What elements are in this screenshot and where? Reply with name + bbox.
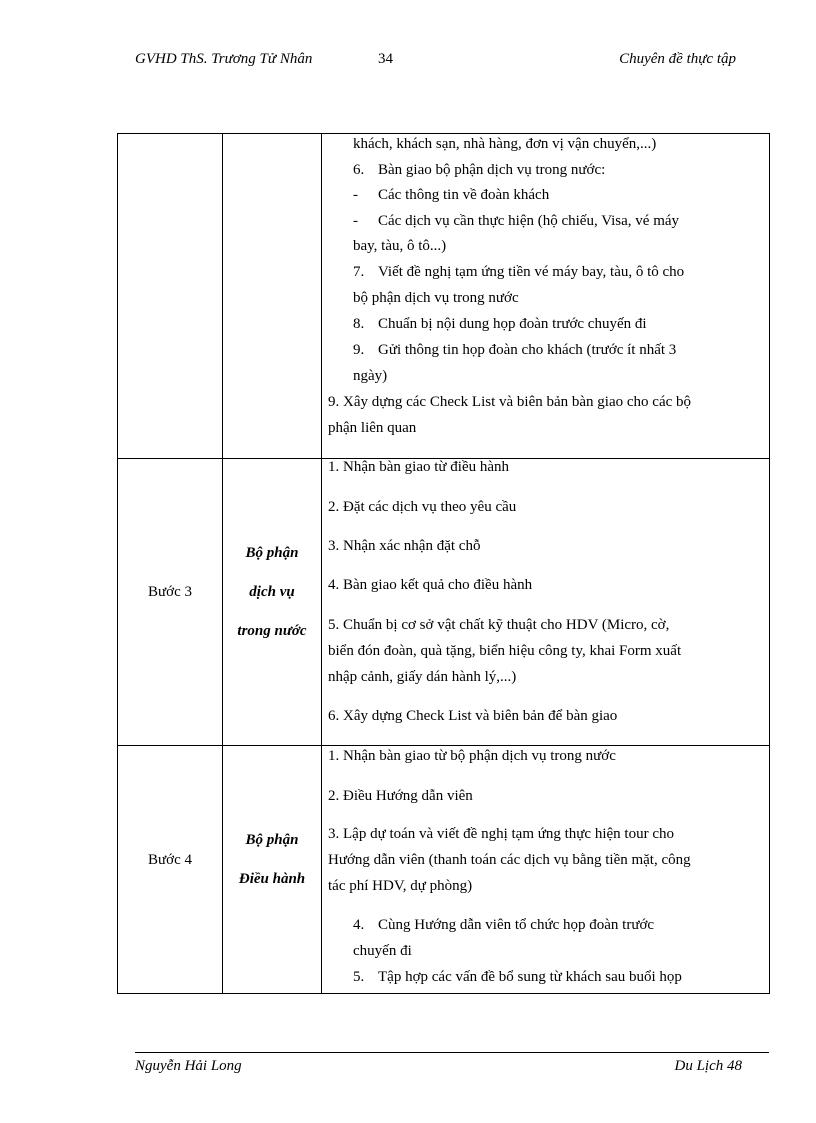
step-label: Bước 4 bbox=[148, 852, 192, 868]
department-label: Bộ phận bbox=[245, 832, 299, 848]
cell-text-line: 4. Bàn giao kết quả cho điều hành bbox=[328, 577, 533, 593]
cell-text-line: Các dịch vụ cần thực hiện (hộ chiếu, Visa, vé máy bbox=[378, 213, 680, 229]
cell-text-line: 2. Đặt các dịch vụ theo yêu cầu bbox=[328, 499, 517, 515]
cell-text-line: Cùng Hướng dẫn viên tổ chức họp đoàn trước bbox=[378, 917, 655, 933]
list-marker: 7. bbox=[353, 264, 365, 280]
cell-text-line: nhập cảnh, giấy dán hành lý,...) bbox=[328, 669, 517, 685]
cell-text-line: 1. Nhận bàn giao từ điều hành bbox=[328, 459, 510, 475]
header-advisor: GVHD ThS. Trương Tử Nhân bbox=[135, 51, 313, 67]
list-marker: 5. bbox=[353, 969, 365, 985]
header-title: Chuyên đề thực tập bbox=[619, 51, 736, 67]
cell-text-line: Các thông tin về đoàn khách bbox=[378, 187, 550, 203]
table-border bbox=[117, 745, 770, 746]
table-border bbox=[117, 133, 770, 134]
cell-text-line: 1. Nhận bàn giao từ bộ phận dịch vụ trong nước bbox=[328, 748, 616, 764]
department-label: trong nước bbox=[237, 623, 307, 639]
cell-text-line: tác phí HDV, dự phòng) bbox=[328, 878, 473, 894]
cell-text-line: ngày) bbox=[353, 368, 388, 384]
footer-class: Du Lịch 48 bbox=[674, 1058, 742, 1074]
table-border bbox=[222, 133, 223, 994]
step-label: Bước 3 bbox=[148, 584, 192, 600]
cell-text-line: phận liên quan bbox=[328, 420, 417, 436]
cell-text-line: Gửi thông tin họp đoàn cho khách (trước ít nhất 3 bbox=[378, 342, 677, 358]
cell-text-line: biển đón đoàn, quà tặng, biển hiệu công ty, khai Form xuất bbox=[328, 643, 682, 659]
list-marker: 8. bbox=[353, 316, 365, 332]
cell-text-line: bộ phận dịch vụ trong nước bbox=[353, 290, 519, 306]
department-label: Điều hành bbox=[238, 871, 306, 887]
list-marker: 6. bbox=[353, 162, 365, 178]
cell-text-line: 9. Xây dựng các Check List và biên bản bàn giao cho các bộ bbox=[328, 394, 692, 410]
header-page-number: 34 bbox=[378, 51, 393, 67]
list-marker: - bbox=[353, 213, 358, 229]
cell-text-line: Tập hợp các vấn đề bổ sung từ khách sau buổi họp bbox=[378, 969, 682, 985]
list-marker: - bbox=[353, 187, 358, 203]
footer-author: Nguyễn Hải Long bbox=[135, 1058, 242, 1074]
table-border bbox=[117, 993, 770, 994]
cell-text-line: Viết đề nghị tạm ứng tiền vé máy bay, tàu, ô tô cho bbox=[378, 264, 685, 280]
cell-text-line: Bàn giao bộ phận dịch vụ trong nước: bbox=[378, 162, 606, 178]
footer-rule bbox=[135, 1052, 769, 1053]
cell-text-line: Hướng dẫn viên (thanh toán các dịch vụ bằng tiền mặt, công bbox=[328, 852, 691, 868]
list-marker: 4. bbox=[353, 917, 365, 933]
department-label: Bộ phận bbox=[245, 545, 299, 561]
table-border bbox=[769, 133, 770, 994]
table-border bbox=[321, 133, 322, 994]
cell-text-line: 2. Điều Hướng dẫn viên bbox=[328, 788, 473, 804]
cell-text-line: 3. Lập dự toán và viết đề nghị tạm ứng thực hiện tour cho bbox=[328, 826, 674, 842]
department-label: dịch vụ bbox=[249, 584, 295, 600]
cell-text-line: Chuẩn bị nội dung họp đoàn trước chuyến đi bbox=[378, 316, 647, 332]
cell-text-line: chuyến đi bbox=[353, 943, 412, 959]
cell-text-line: 5. Chuẩn bị cơ sở vật chất kỹ thuật cho HDV (Micro, cờ, bbox=[328, 617, 670, 633]
cell-text-line: 6. Xây dựng Check List và biên bản để bàn giao bbox=[328, 708, 618, 724]
cell-text-line: bay, tàu, ô tô...) bbox=[353, 238, 447, 254]
list-marker: 9. bbox=[353, 342, 365, 358]
cell-text-line: 3. Nhận xác nhận đặt chỗ bbox=[328, 538, 481, 554]
cell-text-line: khách, khách sạn, nhà hàng, đơn vị vận chuyển,...) bbox=[353, 136, 657, 152]
